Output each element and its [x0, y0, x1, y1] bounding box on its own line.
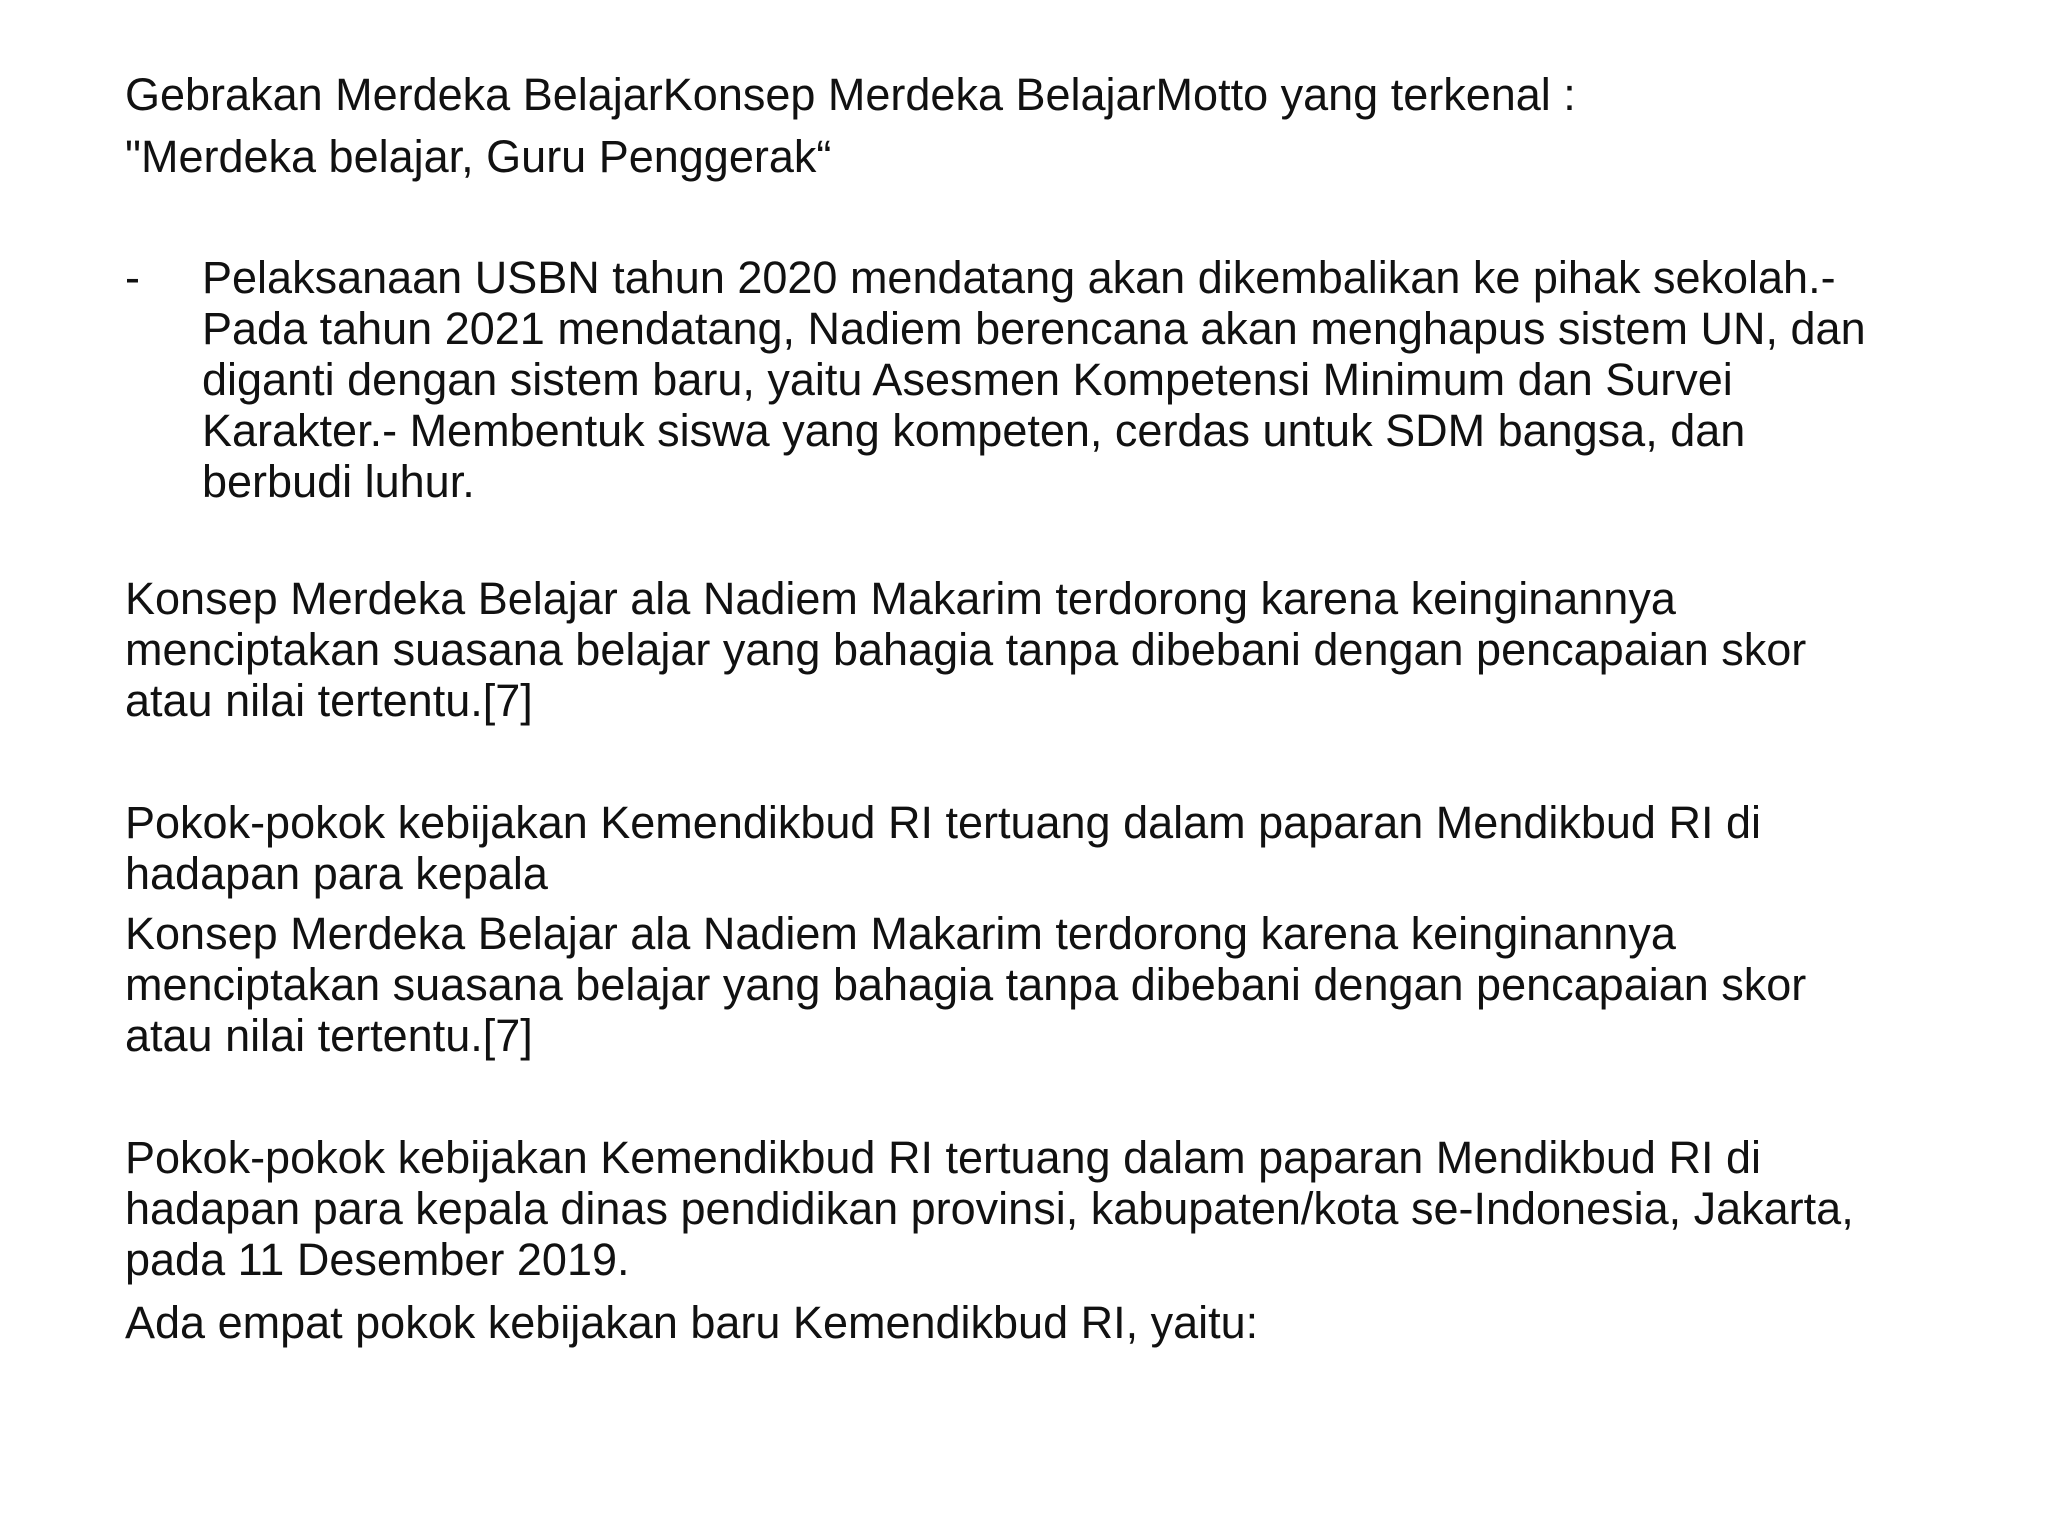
paragraph-line: Pokok-pokok kebijakan Kemendikbud RI tertuang dalam paparan Mendikbud RI di [125, 797, 1761, 848]
paragraph-line: Konsep Merdeka Belajar ala Nadiem Makarim terdorong karena keinginannya [125, 573, 1676, 624]
paragraph-line: menciptakan suasana belajar yang bahagia tanpa dibebani dengan pencapaian skor [125, 959, 1807, 1010]
paragraph-line: Konsep Merdeka Belajar ala Nadiem Makarim terdorong karena keinginannya [125, 908, 1676, 959]
paragraph-line: atau nilai tertentu.[7] [125, 675, 533, 726]
bullet-text [202, 252, 1972, 507]
paragraph-merdeka-concept-repeat [125, 908, 1955, 1061]
paragraph-line: hadapan para kepala [125, 848, 548, 899]
paragraph-line: Pokok-pokok kebijakan Kemendikbud RI tertuang dalam paparan Mendikbud RI di [125, 1132, 1761, 1183]
paragraph-line: atau nilai tertentu.[7] [125, 1010, 533, 1061]
paragraph-four-policies [125, 1297, 1955, 1348]
paragraph-policy-intro [125, 797, 1955, 899]
bullet-line: Pada tahun 2021 mendatang, Nadiem berencana akan menghapus sistem UN, dan [202, 303, 1866, 354]
heading-quote-line: "Merdeka belajar, Guru Penggerak“ [125, 131, 832, 182]
bullet-line: Karakter.- Membentuk siswa yang kompeten, cerdas untuk SDM bangsa, dan [202, 405, 1746, 456]
bullet-line: diganti dengan sistem baru, yaitu Asesmen Kompetensi Minimum dan Survei [202, 354, 1733, 405]
paragraph-line: hadapan para kepala dinas pendidikan provinsi, kabupaten/kota se-Indonesia, Jakarta, [125, 1183, 1854, 1234]
bullet-line: Pelaksanaan USBN tahun 2020 mendatang akan dikembalikan ke pihak sekolah.- [202, 252, 1836, 303]
slide-heading [125, 64, 1955, 188]
paragraph-merdeka-concept [125, 573, 1955, 726]
paragraph-line: menciptakan suasana belajar yang bahagia tanpa dibebani dengan pencapaian skor [125, 624, 1807, 675]
bullet-line: berbudi luhur. [202, 456, 475, 507]
paragraph-line: Ada empat pokok kebijakan baru Kemendikbud RI, yaitu: [125, 1297, 1259, 1348]
heading-line: Gebrakan Merdeka BelajarKonsep Merdeka BelajarMotto yang terkenal : [125, 69, 1576, 120]
paragraph-policy-full [125, 1132, 1955, 1285]
bullet-marker: - [125, 252, 140, 303]
paragraph-line: pada 11 Desember 2019. [125, 1234, 630, 1285]
